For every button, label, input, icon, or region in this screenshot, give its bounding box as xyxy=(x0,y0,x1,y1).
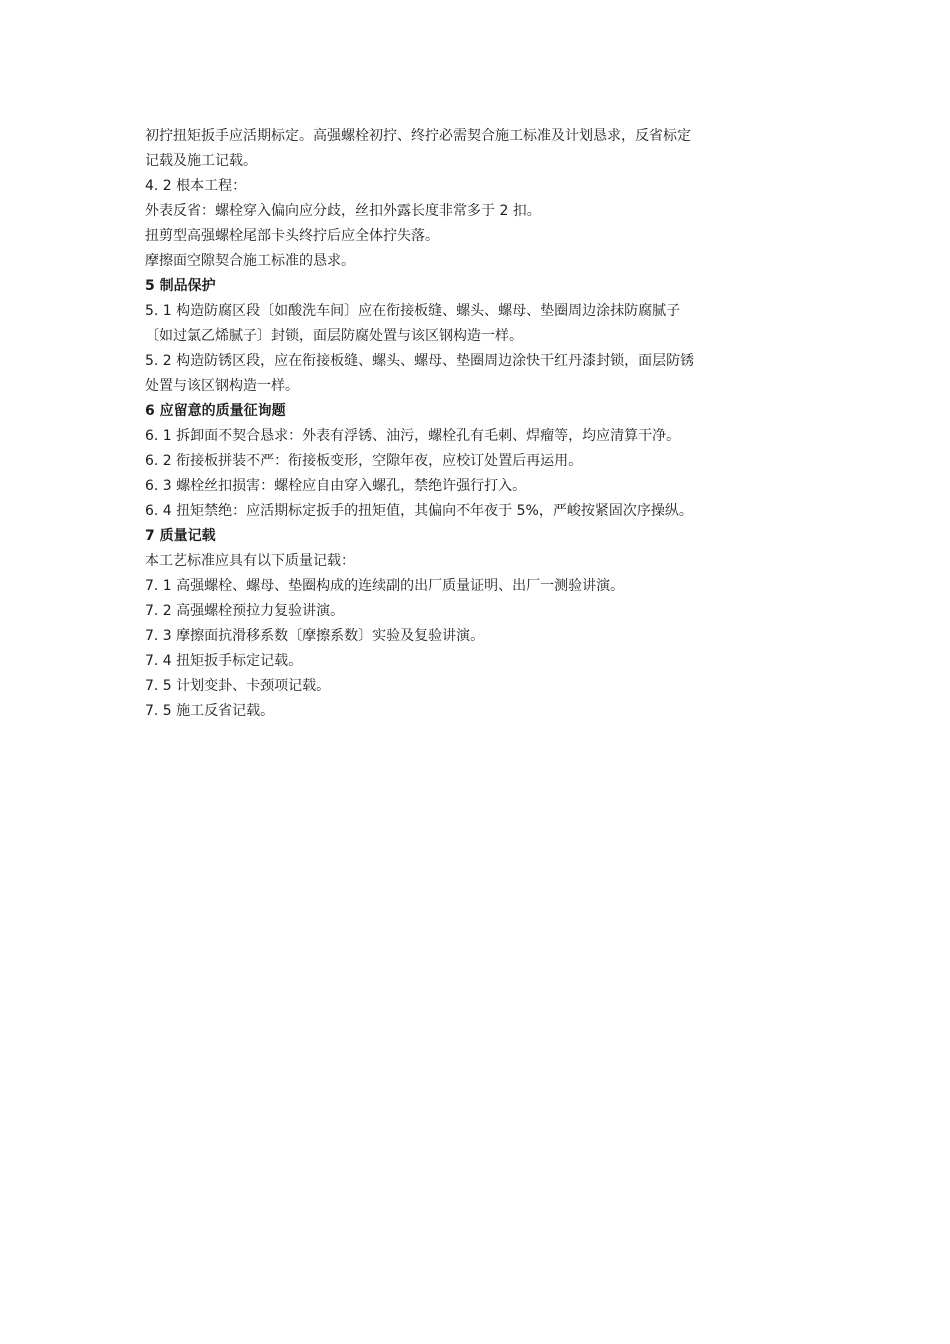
list-item: 7. 1 高强螺栓、螺母、垫圈构成的连续副的出厂质量证明、出厂一测验讲演。 xyxy=(145,578,625,594)
paragraph-line: 记载及施工记载。 xyxy=(145,153,257,169)
list-item: 6. 4 扭矩禁绝：应活期标定扳手的扭矩值，其偏向不年夜于 5%，严峻按紧固次序操纵。 xyxy=(145,503,693,519)
document-body xyxy=(145,124,810,724)
list-item: 7. 3 摩擦面抗滑移系数〔摩擦系数〕实验及复验讲演。 xyxy=(145,628,485,644)
list-item: 7. 4 扭矩扳手标定记载。 xyxy=(145,653,303,669)
paragraph-line: 扭剪型高强螺栓尾部卡头终拧后应全体拧失落。 xyxy=(145,228,439,244)
paragraph-line: 〔如过氯乙烯腻子〕封锁，面层防腐处置与该区钢构造一样。 xyxy=(145,328,523,344)
section-heading: 7 质量记载 xyxy=(145,528,216,544)
section-heading: 6 应留意的质量征询题 xyxy=(145,403,286,419)
list-item: 6. 3 螺栓丝扣损害：螺栓应自由穿入螺孔，禁绝许强行打入。 xyxy=(145,478,527,494)
paragraph-line: 外表反省：螺栓穿入偏向应分歧，丝扣外露长度非常多于 2 扣。 xyxy=(145,203,541,219)
paragraph-line: 摩擦面空隙契合施工标准的恳求。 xyxy=(145,253,355,269)
list-item: 7. 5 计划变卦、卡颈项记载。 xyxy=(145,678,331,694)
paragraph-line: 处置与该区钢构造一样。 xyxy=(145,378,299,394)
section-heading: 5 制品保护 xyxy=(145,278,216,294)
subsection-heading: 4. 2 根本工程： xyxy=(145,178,247,194)
list-item: 6. 2 衔接板拼装不严：衔接板变形，空隙年夜，应校订处置后再运用。 xyxy=(145,453,583,469)
list-item: 7. 2 高强螺栓预拉力复验讲演。 xyxy=(145,603,345,619)
list-item: 5. 2 构造防锈区段，应在衔接板缝、螺头、螺母、垫圈周边涂快干红丹漆封锁，面层防锈 xyxy=(145,353,695,369)
list-item: 6. 1 拆卸面不契合恳求：外表有浮锈、油污，螺栓孔有毛刺、焊瘤等，均应清算干净。 xyxy=(145,428,681,444)
paragraph-line: 本工艺标准应具有以下质量记载： xyxy=(145,553,355,569)
paragraph-line: 初拧扭矩扳手应活期标定。高强螺栓初拧、终拧必需契合施工标准及计划恳求，反省标定 xyxy=(145,128,691,144)
list-item: 5. 1 构造防腐区段〔如酸洗车间〕应在衔接板缝、螺头、螺母、垫圈周边涂抹防腐腻子 xyxy=(145,303,681,319)
list-item: 7. 5 施工反省记载。 xyxy=(145,703,275,719)
